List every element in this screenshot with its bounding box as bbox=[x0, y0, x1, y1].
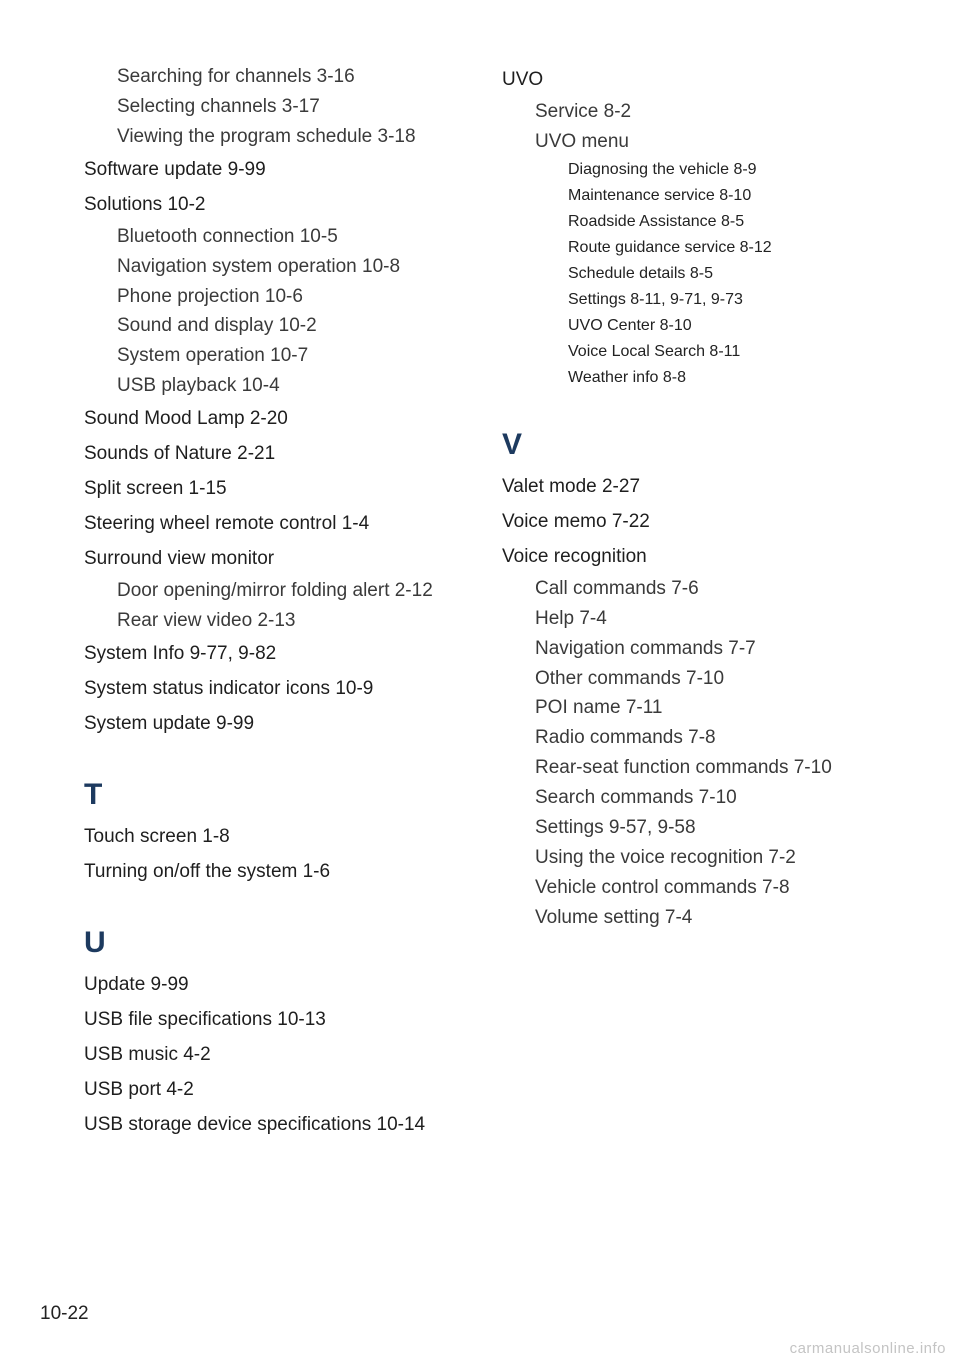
index-entry: Solutions 10-2 bbox=[84, 193, 206, 215]
index-entry: Touch screen 1-8 bbox=[84, 825, 230, 847]
index-subentry: Route guidance service 8-12 bbox=[568, 238, 772, 256]
index-subentry: Maintenance service 8-10 bbox=[568, 186, 752, 204]
index-entry: Voice memo 7-22 bbox=[502, 510, 650, 532]
index-entry: Turning on/off the system 1-6 bbox=[84, 860, 331, 882]
index-entry: Split screen 1-15 bbox=[84, 478, 227, 500]
index-column-right bbox=[502, 62, 922, 933]
index-entry: System Info 9-77, 9-82 bbox=[84, 642, 277, 664]
index-subentry: Schedule details 8-5 bbox=[568, 264, 713, 282]
section-letter-heading: U bbox=[84, 925, 106, 959]
index-entry: USB file specifications 10-13 bbox=[84, 1008, 326, 1030]
index-subentry: USB playback 10-4 bbox=[117, 375, 280, 397]
index-subentry: Service 8-2 bbox=[535, 101, 632, 122]
index-entry: Update 9-99 bbox=[84, 973, 189, 995]
index-subentry: Voice Local Search 8-11 bbox=[568, 342, 741, 360]
index-subentry: Settings 8-11, 9-71, 9-73 bbox=[568, 290, 743, 308]
index-subentry: Roadside Assistance 8-5 bbox=[568, 212, 745, 230]
index-subentry: Sound and display 10-2 bbox=[117, 315, 317, 337]
index-subentry: Rear-seat function commands 7-10 bbox=[535, 757, 832, 779]
index-subentry: Call commands 7-6 bbox=[535, 577, 699, 599]
index-entry: Steering wheel remote control 1-4 bbox=[84, 513, 370, 535]
index-entry: Sounds of Nature 2-21 bbox=[84, 443, 276, 465]
index-subentry: Using the voice recognition 7-2 bbox=[535, 846, 796, 868]
section-letter-heading: T bbox=[84, 777, 103, 811]
index-subentry: Navigation system operation 10-8 bbox=[117, 255, 401, 277]
index-entry: USB port 4-2 bbox=[84, 1078, 194, 1100]
index-subentry: UVO Center 8-10 bbox=[568, 316, 692, 334]
index-entry: Voice recognition bbox=[502, 545, 647, 567]
index-subentry: Searching for channels 3-16 bbox=[117, 66, 355, 87]
index-subentry: Other commands 7-10 bbox=[535, 667, 725, 689]
index-subentry: Door opening/mirror folding alert 2-12 bbox=[117, 580, 433, 602]
index-subentry: Weather info 8-8 bbox=[568, 368, 686, 386]
index-entry: Valet mode 2-27 bbox=[502, 475, 641, 497]
index-entry: UVO bbox=[502, 69, 544, 90]
index-subentry: Volume setting 7-4 bbox=[535, 906, 693, 928]
index-entry: USB storage device specifications 10-14 bbox=[84, 1113, 426, 1135]
index-subentry: Vehicle control commands 7-8 bbox=[535, 876, 790, 898]
index-entry: Surround view monitor bbox=[84, 548, 275, 570]
index-entry: USB music 4-2 bbox=[84, 1043, 211, 1065]
index-subentry: Settings 9-57, 9-58 bbox=[535, 817, 696, 839]
section-letter-heading: V bbox=[502, 427, 523, 461]
index-subentry: System operation 10-7 bbox=[117, 345, 309, 367]
index-subentry: Navigation commands 7-7 bbox=[535, 637, 756, 659]
index-subentry: Diagnosing the vehicle 8-9 bbox=[568, 160, 757, 178]
index-subentry: Selecting channels 3-17 bbox=[117, 95, 320, 117]
index-subentry: UVO menu bbox=[535, 130, 629, 152]
site-watermark: carmanualsonline.info bbox=[789, 1340, 946, 1357]
index-subentry: Search commands 7-10 bbox=[535, 787, 737, 809]
index-subentry: Rear view video 2-13 bbox=[117, 610, 296, 632]
index-entry: System update 9-99 bbox=[84, 712, 255, 734]
index-entry: System status indicator icons 10-9 bbox=[84, 677, 374, 699]
index-subentry: POI name 7-11 bbox=[535, 697, 663, 719]
index-entry: Software update 9-99 bbox=[84, 158, 266, 180]
index-subentry: Phone projection 10-6 bbox=[117, 285, 303, 307]
index-subentry: Radio commands 7-8 bbox=[535, 727, 716, 749]
index-column-left bbox=[84, 62, 474, 1142]
index-subentry: Bluetooth connection 10-5 bbox=[117, 225, 338, 247]
page-number: 10-22 bbox=[40, 1303, 89, 1324]
index-subentry: Help 7-4 bbox=[535, 607, 607, 629]
index-entry: Sound Mood Lamp 2-20 bbox=[84, 408, 288, 430]
index-subentry: Viewing the program schedule 3-18 bbox=[117, 125, 416, 147]
